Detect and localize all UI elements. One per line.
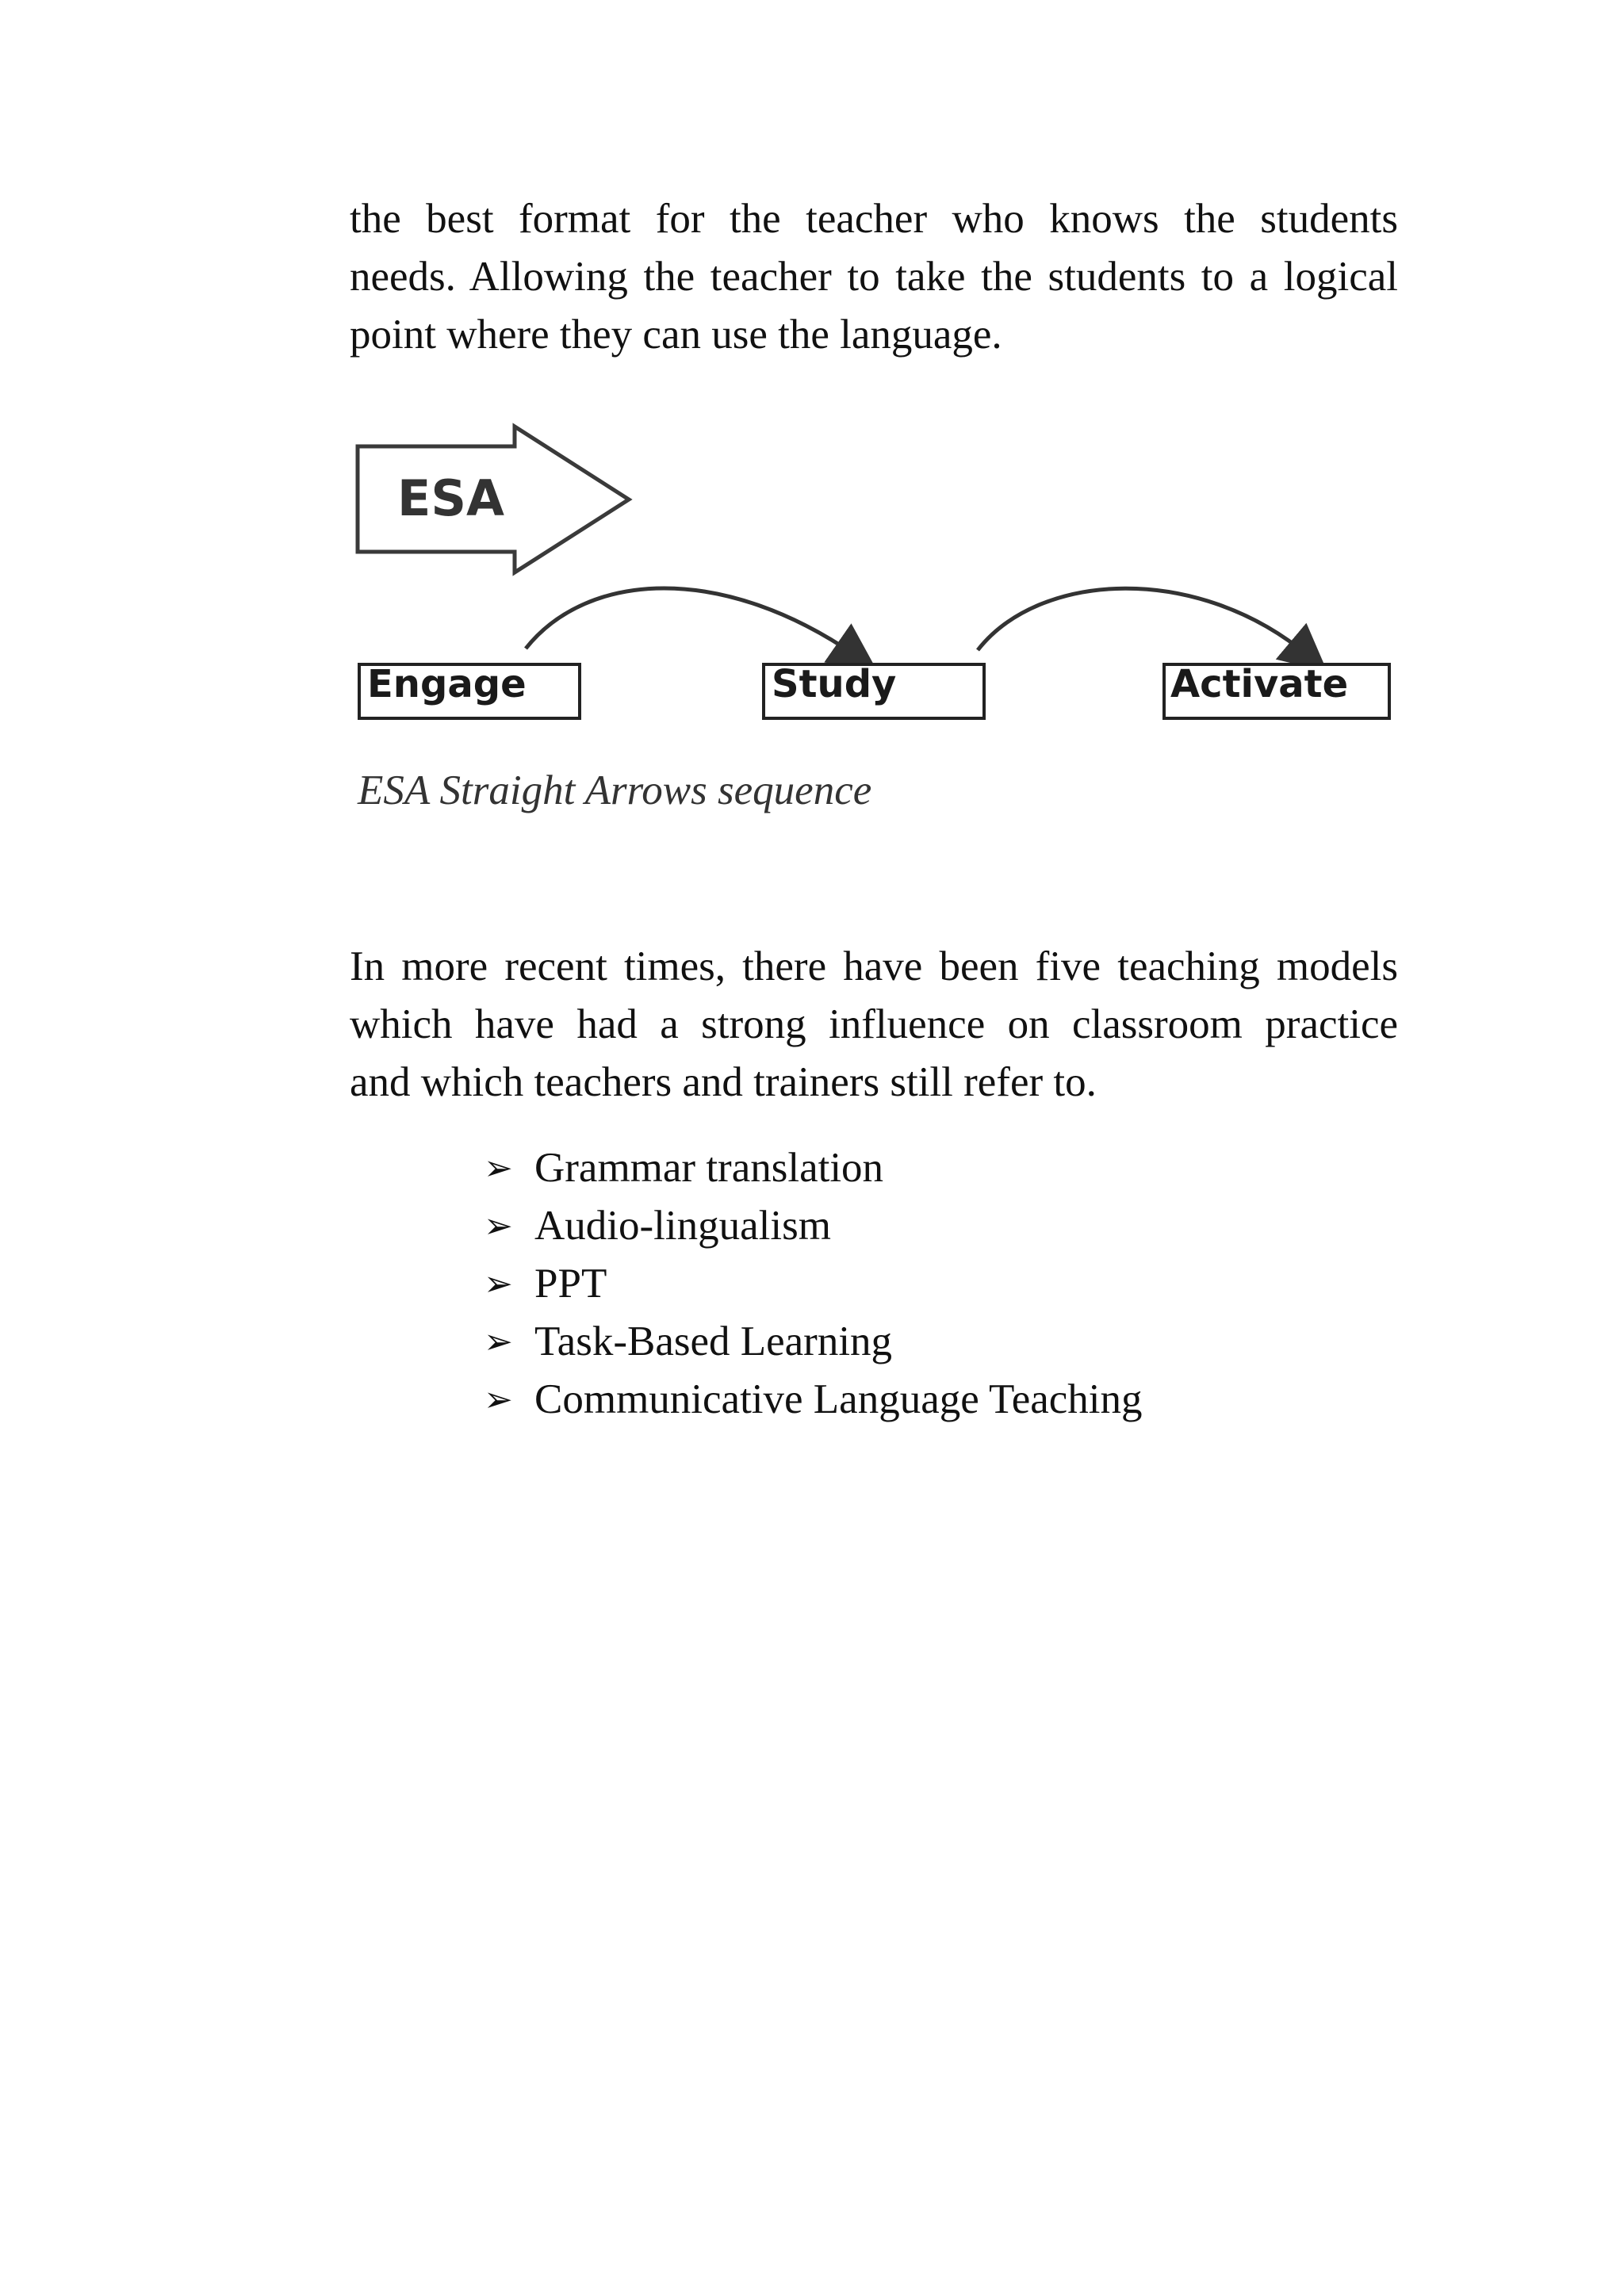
paragraph-line: In more recent times, there have been five teaching models	[350, 943, 1398, 989]
list-item-text: Audio-lingualism	[534, 1203, 831, 1249]
paragraph-line: point where they can use the language.	[350, 312, 1002, 358]
intro-paragraph	[350, 190, 1398, 364]
list-item-text: PPT	[534, 1261, 607, 1307]
list-item-text: Communicative Language Teaching	[534, 1376, 1143, 1422]
arrow-bullet-icon: ➢	[484, 1148, 513, 1188]
list-item	[484, 1371, 1143, 1429]
activate-label: Activate	[1170, 662, 1349, 706]
list-item	[484, 1139, 1143, 1197]
paragraph-line: which have had a strong influence on classroom practice	[350, 1001, 1398, 1047]
esa-arrow-label: ESA	[397, 469, 504, 527]
list-item	[484, 1197, 1143, 1255]
list-item-text: Grammar translation	[534, 1145, 884, 1191]
study-to-activate-arrow	[978, 588, 1309, 656]
models-paragraph	[350, 938, 1398, 1112]
study-label: Study	[772, 662, 897, 706]
paragraph-line: needs. Allowing the teacher to take the students to a logical	[350, 254, 1398, 300]
list-item	[484, 1313, 1143, 1371]
list-item-text: Task-Based Learning	[534, 1318, 893, 1364]
arrow-bullet-icon: ➢	[484, 1264, 513, 1304]
paragraph-line: the best format for the teacher who knows the students	[350, 196, 1398, 242]
figure-caption: ESA Straight Arrows sequence	[358, 767, 872, 813]
engage-to-study-arrow	[526, 588, 857, 656]
arrow-bullet-icon: ➢	[484, 1380, 513, 1420]
engage-label: Engage	[367, 662, 527, 706]
list-item	[484, 1255, 1143, 1313]
teaching-models-list	[484, 1139, 1143, 1429]
arrow-bullet-icon: ➢	[484, 1206, 513, 1246]
arrow-bullet-icon: ➢	[484, 1322, 513, 1362]
esa-diagram	[350, 420, 1398, 832]
paragraph-line: and which teachers and trainers still refer to.	[350, 1059, 1097, 1105]
